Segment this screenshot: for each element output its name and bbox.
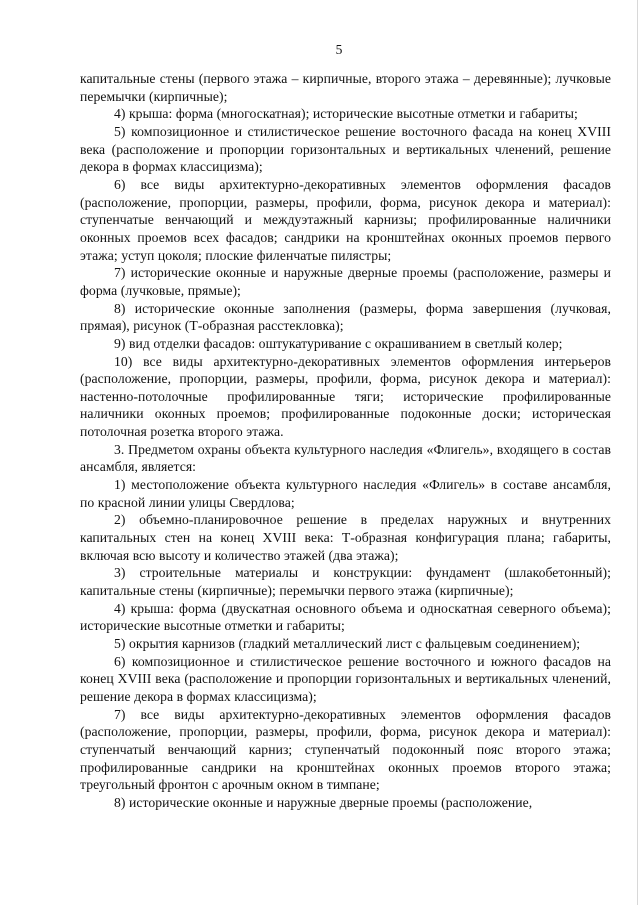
paragraph: 9) вид отделки фасадов: оштукатуривание с окрашиванием в светлый колер; — [114, 335, 563, 351]
paragraph: 7) исторические оконные и наружные дверные проемы (расположение, размеры и форма (лучковые, прямые); — [80, 265, 611, 298]
paragraph: 1) местоположение объекта культурного наследия «Флигель» в составе ансамбля, по красной линии улицы Свердлова; — [80, 477, 611, 510]
paragraph: 4) крыша: форма (двускатная основного объема и односкатная северного объема); исторические высотные отметки и габариты; — [80, 600, 611, 634]
paragraph: 5) окрытия карнизов (гладкий металлический лист с фальцевым соединением); — [114, 636, 581, 651]
paragraph: 10) все виды архитектурно-декоративных элементов оформления интерьеров (расположение, пропорции, размеры, профили, форма, рисунок декора и материал): настенно-потолочные профилированные тяги; исторические профилированные наличники оконных проемов; профилированные подоконные доски; историческая потолочная розетка второго этажа. — [80, 353, 611, 440]
page-number: 5 — [335, 42, 343, 57]
paragraph: 6) композиционное и стилистическое решение восточного и южного фасадов на конец XVIII века (расположение и пропорции горизонтальных и вертикальных членений, решение декора в формах классицизма); — [80, 653, 611, 704]
paragraph: 6) все виды архитектурно-декоративных элементов оформления фасадов (расположение, пропорции, размеры, профили, форма, рисунок декора и материал): ступенчатые венчающий и междуэтажный карнизы; профилированные наличники оконных проемов всех фасадов; сандрики на кронштейнах оконных проемов первого этажа; уступ цоколя; плоские филенчатые пилястры; — [80, 176, 611, 263]
paragraph: капитальные стены (первого этажа – кирпичные, второго этажа – деревянные); лучковые перемычки (кирпичные); — [80, 71, 611, 104]
document-body — [80, 70, 611, 812]
paragraph: 8) исторические оконные заполнения (размеры, форма завершения (лучковая, прямая), рисунок (Т-образная расстекловка); — [80, 300, 611, 334]
paragraph: 2) объемно-планировочное решение в пределах наружных и внутренних капитальных стен на конец XVIII века: Т-образная конфигурация плана; габариты, включая всю высоту и количество этажей (два этажа); — [80, 512, 611, 563]
paragraph: 7) все виды архитектурно-декоративных элементов оформления фасадов (расположение, пропорции, размеры, профили, форма, рисунок декора и материал): ступенчатый венчающий карниз; ступенчатый подоконный пояс второго этажа; профилированные сандрики на кронштейнах оконных проемов второго этажа; треугольный фронтон с арочным окном в тимпане; — [80, 706, 611, 793]
paragraph: 4) крыша: форма (многоскатная); исторические высотные отметки и габариты; — [114, 106, 578, 122]
paragraph: 8) исторические оконные и наружные дверные проемы (расположение, — [114, 794, 533, 810]
section-heading-paragraph: 3. Предметом охраны объекта культурного наследия «Флигель», входящего в состав ансамбля, является: — [80, 441, 611, 475]
paragraph: 5) композиционное и стилистическое решение восточного фасада на конец XVIII века (расположение и пропорции горизонтальных и вертикальных членений, решение декора в формах классицизма); — [80, 123, 611, 175]
paragraph: 3) строительные материалы и конструкции: фундамент (шлакобетонный); капитальные стены (кирпичные); перемычки первого этажа (кирпичные); — [80, 565, 611, 599]
